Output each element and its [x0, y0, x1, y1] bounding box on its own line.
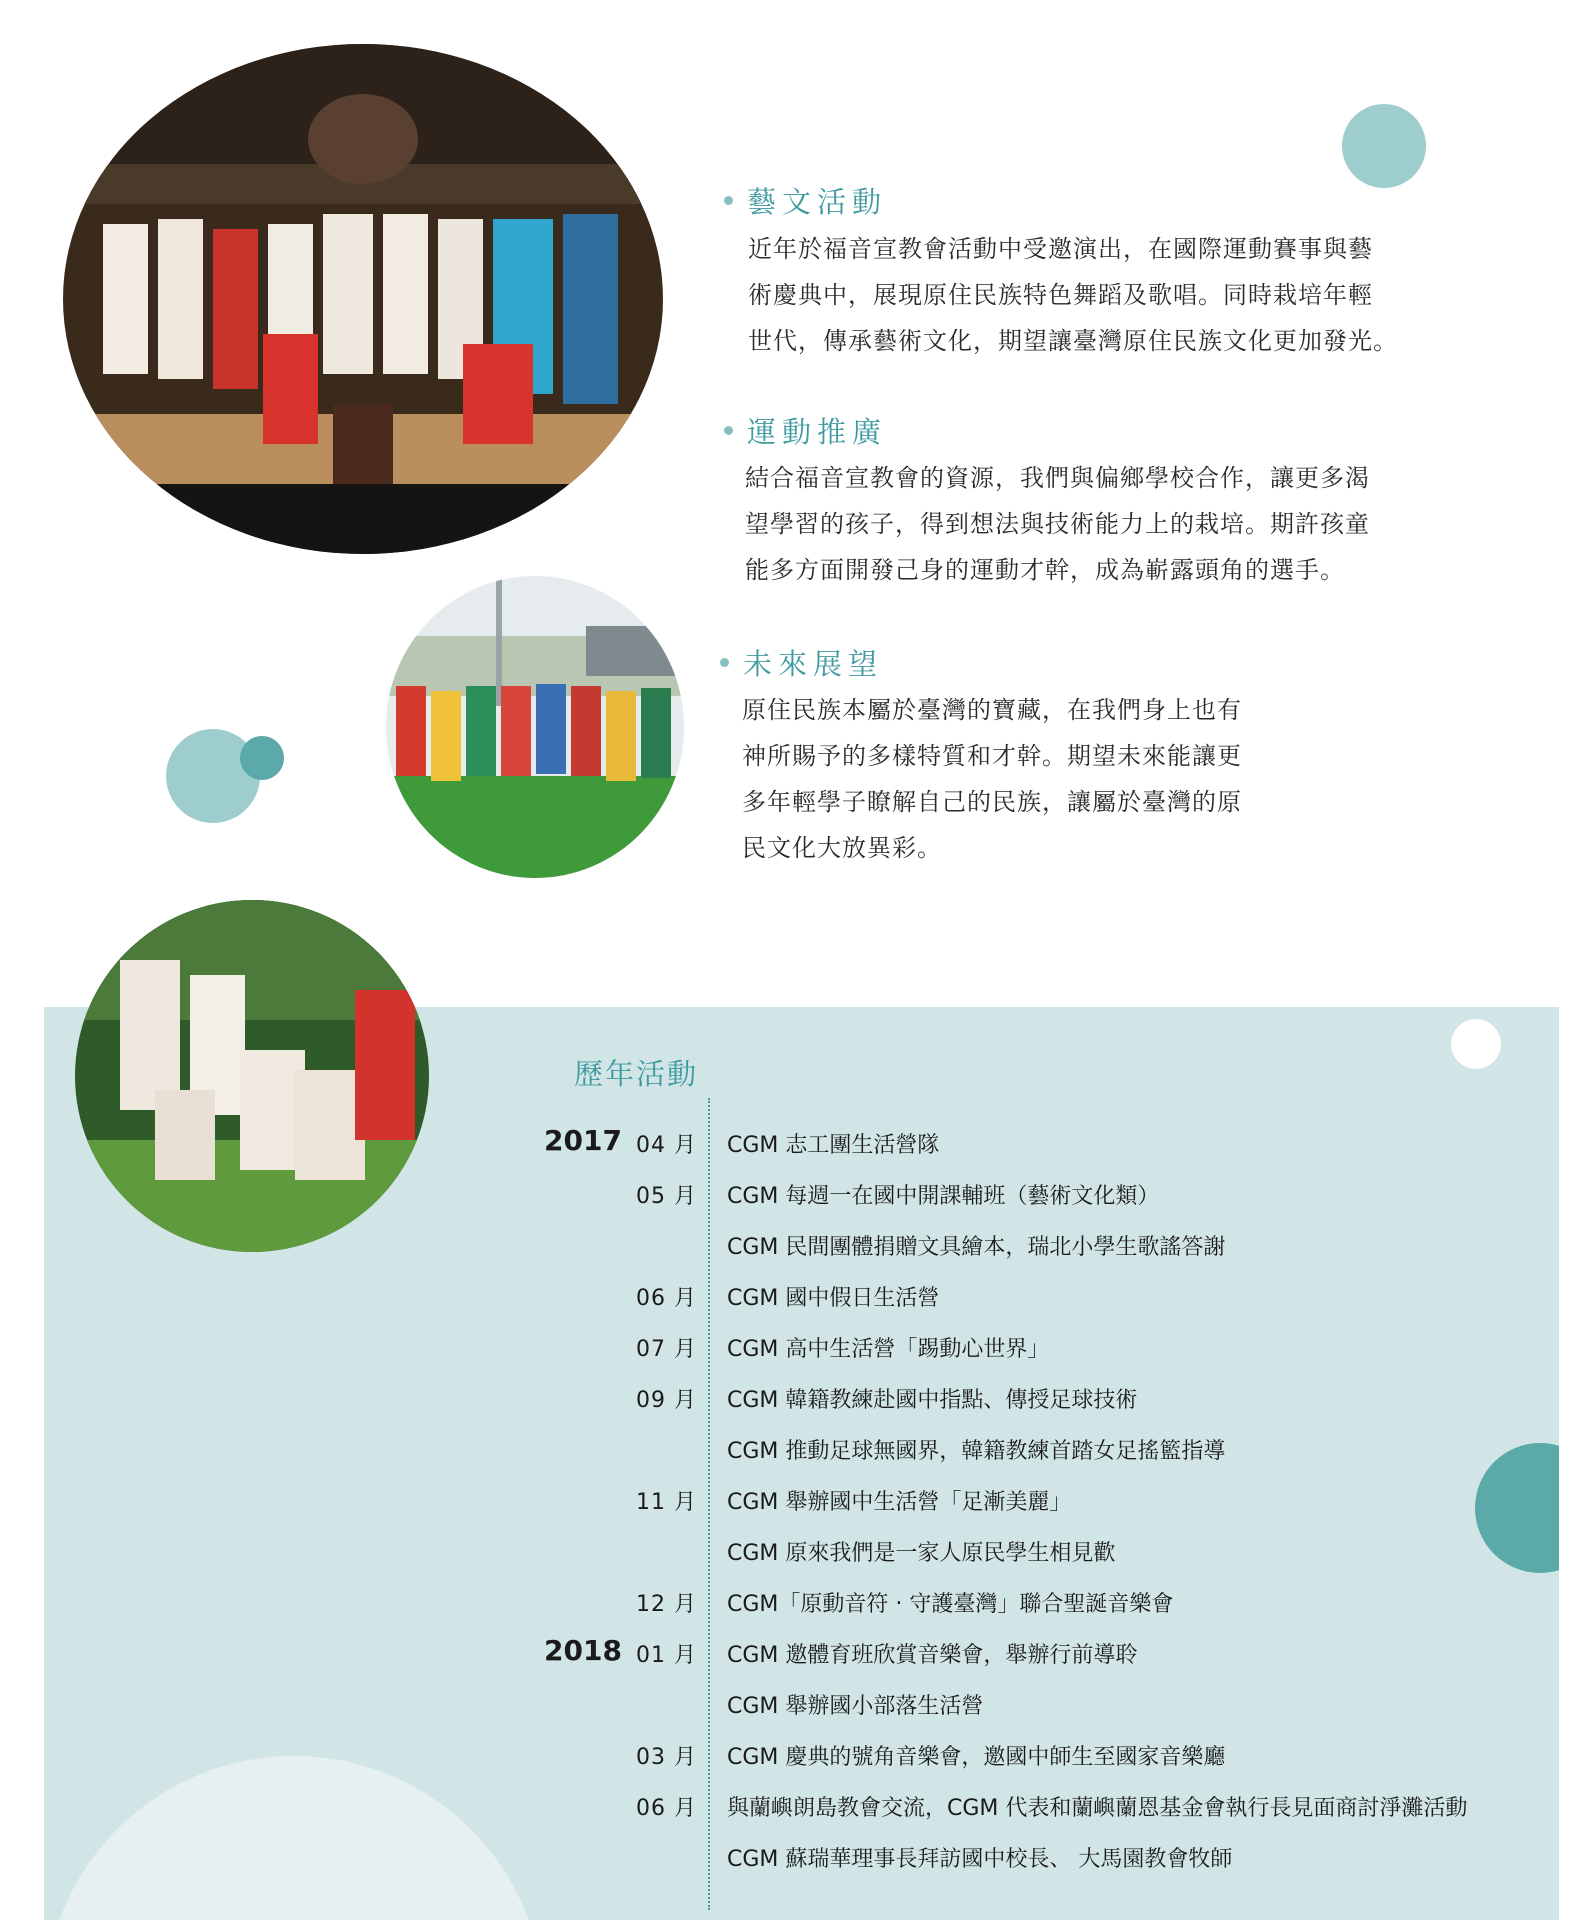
decor-circle-top-right	[1342, 104, 1426, 188]
timeline-row	[0, 1834, 1584, 1884]
text-line: 術慶典中，展現原住民族特色舞蹈及歌唱。同時栽培年輕	[748, 281, 1373, 309]
timeline-month: 03 月	[636, 1745, 697, 1770]
decor-circle-panel-white	[1451, 1019, 1501, 1069]
timeline-event: CGM 志工團生活營隊	[727, 1133, 940, 1158]
text-line: 民文化大放異彩。	[742, 834, 942, 862]
timeline-month: 05 月	[636, 1184, 697, 1209]
timeline-row	[0, 1426, 1584, 1476]
timeline-event: CGM 高中生活營「踢動心世界」	[727, 1337, 1050, 1362]
timeline-event: CGM 舉辦國中生活營「足漸美麗」	[727, 1490, 1072, 1515]
timeline-row	[0, 1630, 1584, 1680]
timeline-month: 06 月	[636, 1286, 697, 1311]
timeline-row	[0, 1171, 1584, 1221]
text-line: 近年於福音宣教會活動中受邀演出，在國際運動賽事與藝	[748, 235, 1373, 263]
bullet-dot	[724, 196, 733, 205]
text-line: 原住民族本屬於臺灣的寶藏，在我們身上也有	[742, 696, 1242, 724]
timeline-event: CGM 推動足球無國界，韓籍教練首踏女足搖籃指導	[727, 1439, 1226, 1464]
timeline-month: 04 月	[636, 1133, 697, 1158]
timeline-month: 11 月	[636, 1490, 697, 1515]
timeline-month: 06 月	[636, 1796, 697, 1821]
timeline-row	[0, 1273, 1584, 1323]
timeline-row	[0, 1681, 1584, 1731]
timeline-event: CGM 原來我們是一家人原民學生相見歡	[727, 1541, 1116, 1566]
timeline-event: CGM 蘇瑞華理事長拜訪國中校長、 大馬園教會牧師	[727, 1847, 1233, 1872]
section-sports	[724, 410, 887, 451]
text-line: 世代，傳承藝術文化，期望讓臺灣原住民族文化更加發光。	[748, 327, 1398, 355]
text-line: 望學習的孩子，得到想法與技術能力上的栽培。期許孩童	[745, 510, 1370, 538]
timeline-event: CGM 民間團體捐贈文具繪本，瑞北小學生歌謠答謝	[727, 1235, 1226, 1260]
text-line: 多年輕學子瞭解自己的民族，讓屬於臺灣的原	[742, 788, 1242, 816]
timeline-row	[0, 1477, 1584, 1527]
decor-circle-left-small	[240, 736, 284, 780]
timeline-month: 07 月	[636, 1337, 697, 1362]
timeline-month: 09 月	[636, 1388, 697, 1413]
timeline-month: 01 月	[636, 1643, 697, 1668]
photo-stage-performance	[63, 44, 663, 554]
timeline-event: CGM 每週一在國中開課輔班（藝術文化類）	[727, 1184, 1160, 1209]
timeline-row	[0, 1783, 1584, 1833]
section-body	[742, 687, 1242, 871]
section-title: 運動推廣	[747, 415, 888, 449]
timeline-row	[0, 1375, 1584, 1425]
bullet-dot	[720, 658, 729, 667]
section-body	[745, 455, 1370, 593]
timeline-month: 12 月	[636, 1592, 697, 1617]
text-line: 結合福音宣教會的資源，我們與偏鄉學校合作，讓更多渴	[745, 464, 1370, 492]
timeline-row	[0, 1732, 1584, 1782]
timeline-event: CGM 韓籍教練赴國中指點、傳授足球技術	[727, 1388, 1138, 1413]
timeline-row	[0, 1324, 1584, 1374]
section-arts	[724, 180, 887, 221]
timeline-row	[0, 1120, 1584, 1170]
timeline-heading: 歷年活動	[574, 1057, 699, 1091]
timeline-event: CGM 舉辦國小部落生活營	[727, 1694, 984, 1719]
text-line: 能多方面開發己身的運動才幹，成為嶄露頭角的選手。	[745, 556, 1345, 584]
timeline-year: 2018	[544, 1634, 622, 1667]
timeline-row	[0, 1222, 1584, 1272]
photo-field-dance	[386, 576, 684, 878]
section-body	[748, 226, 1398, 364]
timeline-event: CGM 慶典的號角音樂會，邀國中師生至國家音樂廳	[727, 1745, 1226, 1770]
timeline-year: 2017	[544, 1124, 622, 1157]
timeline-row	[0, 1579, 1584, 1629]
timeline-event: CGM 邀體育班欣賞音樂會，舉辦行前導聆	[727, 1643, 1138, 1668]
section-title: 藝文活動	[747, 185, 888, 219]
bullet-dot	[724, 426, 733, 435]
section-title: 未來展望	[743, 647, 884, 681]
timeline-event: CGM「原動音符 ‧ 守護臺灣」聯合聖誕音樂會	[727, 1592, 1174, 1617]
text-line: 神所賜予的多樣特質和才幹。期望未來能讓更	[742, 742, 1242, 770]
timeline-row	[0, 1528, 1584, 1578]
section-future	[720, 642, 883, 683]
timeline-event: 與蘭嶼朗島教會交流，CGM 代表和蘭嶼蘭恩基金會執行長見面商討淨灘活動	[727, 1796, 1468, 1821]
timeline-event: CGM 國中假日生活營	[727, 1286, 940, 1311]
